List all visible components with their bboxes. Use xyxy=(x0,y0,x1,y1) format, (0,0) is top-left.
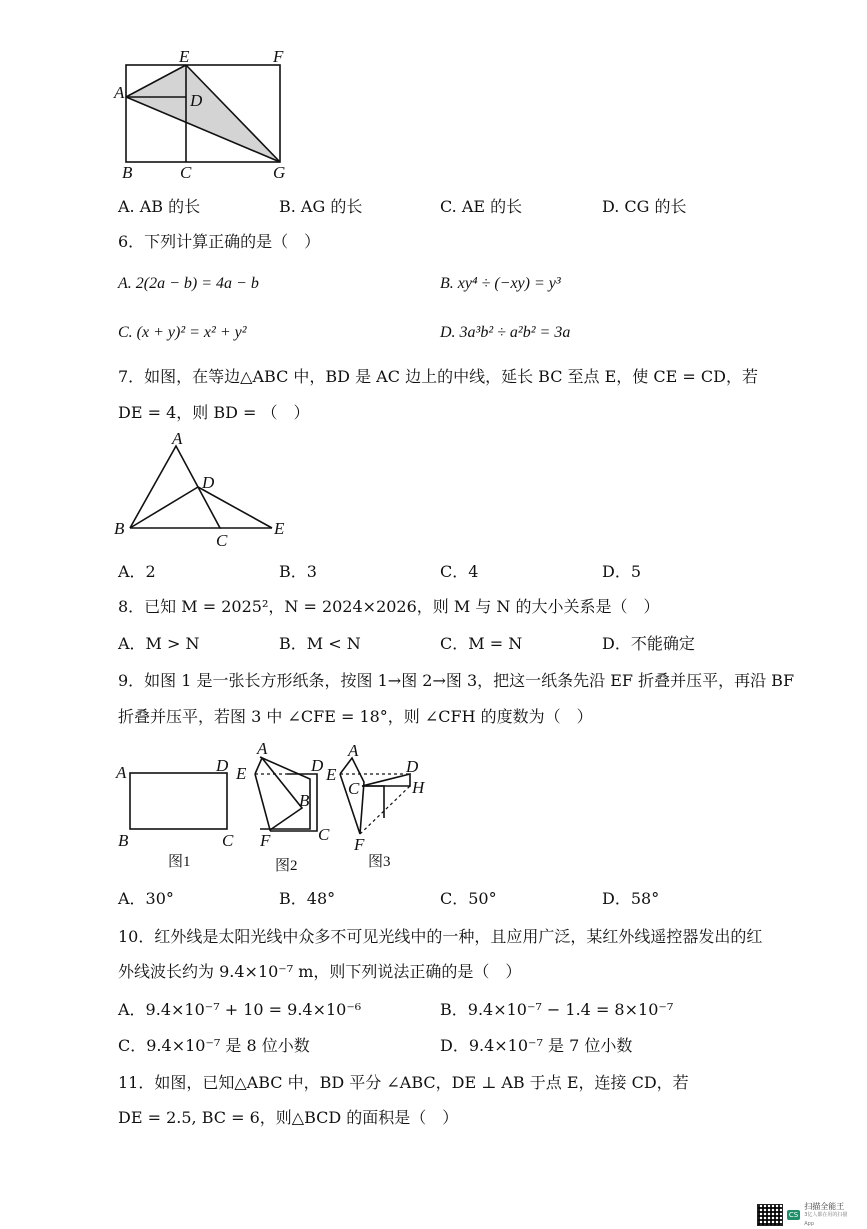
fig9-2-label-a: A xyxy=(257,739,268,758)
q10-stem-line1: 10．红外线是太阳光线中众多不可见光线中的一种，且应用广泛，某红外线遥控器发出的红 xyxy=(118,927,763,946)
q5-figure xyxy=(110,40,310,185)
fig5-label-d: D xyxy=(190,91,203,110)
fig9-2-label-c: C xyxy=(318,825,330,844)
fig5-label-g: G xyxy=(273,163,286,182)
fig9-3-label-a: A xyxy=(348,741,359,760)
fig9-3-label-d: D xyxy=(406,757,419,776)
q7-stem-line2: DE = 4，则 BD = （ ） xyxy=(118,403,310,422)
q5-option-d[interactable]: D. CG 的长 xyxy=(602,197,687,216)
q10-option-b[interactable]: B．9.4×10⁻⁷ − 1.4 = 8×10⁻⁷ xyxy=(440,1000,674,1019)
fig9-1-caption: 图1 xyxy=(168,854,191,870)
fig7-label-a: A xyxy=(172,430,183,448)
q8-option-c[interactable]: C．M = N xyxy=(440,634,523,653)
q9-option-c[interactable]: C．50° xyxy=(440,889,497,908)
fig9-3-label-h: H xyxy=(412,778,425,797)
q6-option-b[interactable]: B. xy⁴ ÷ (−xy) = y³ xyxy=(440,275,561,292)
q5-option-b[interactable]: B. AG 的长 xyxy=(279,197,363,216)
q11-stem-line2: DE = 2.5, BC = 6，则△BCD 的面积是（ ） xyxy=(118,1108,459,1127)
fig7-label-d: D xyxy=(202,473,215,492)
fig9-3-label-e: E xyxy=(326,765,337,784)
q7-figure xyxy=(110,430,310,555)
fig9-2-caption: 图2 xyxy=(275,858,298,874)
q8-option-d[interactable]: D．不能确定 xyxy=(602,634,695,653)
q7-stem-line1: 7．如图，在等边△ABC 中，BD 是 AC 边上的中线，延长 BC 至点 E，使 CE = CD，若 xyxy=(118,367,758,386)
fig9-1-label-d: D xyxy=(216,756,229,775)
q9-figures xyxy=(112,738,442,878)
watermark-app-name: 扫描全能王 xyxy=(804,1201,845,1211)
fig5-label-e: E xyxy=(179,47,190,66)
fig9-3-label-f: F xyxy=(354,835,365,854)
q5-option-c[interactable]: C. AE 的长 xyxy=(440,197,523,216)
q9-stem-line2: 折叠并压平，若图 3 中 ∠CFE = 18°，则 ∠CFH 的度数为（ ） xyxy=(118,707,593,726)
fig9-2-label-b: B xyxy=(299,791,310,810)
fig9-1-label-c: C xyxy=(222,831,234,850)
q6-option-c[interactable]: C. (x + y)² = x² + y² xyxy=(118,324,247,341)
q10-stem-line2: 外线波长约为 9.4×10⁻⁷ m，则下列说法正确的是（ ） xyxy=(118,962,522,981)
q7-option-d[interactable]: D．5 xyxy=(602,562,642,581)
fig5-label-f: F xyxy=(273,47,284,66)
watermark-tagline: 3亿人都在用的扫描App xyxy=(804,1211,848,1227)
fig9-3-caption: 图3 xyxy=(368,854,391,870)
q8-option-a[interactable]: A．M > N xyxy=(118,634,200,653)
q5-option-a[interactable]: A. AB 的长 xyxy=(118,197,201,216)
q9-option-d[interactable]: D．58° xyxy=(602,889,660,908)
q11-stem-line1: 11．如图，已知△ABC 中，BD 平分 ∠ABC，DE ⊥ AB 于点 E，连接 CD，若 xyxy=(118,1073,689,1092)
q10-option-d[interactable]: D．9.4×10⁻⁷ 是 7 位小数 xyxy=(440,1036,633,1055)
fig7-label-c: C xyxy=(216,531,228,550)
fig9-1-label-b: B xyxy=(118,831,129,850)
fig7-label-e: E xyxy=(274,519,285,538)
qr-code-icon xyxy=(757,1204,783,1226)
fig9-3-label-c: C xyxy=(348,779,360,798)
q7-option-b[interactable]: B．3 xyxy=(279,562,317,581)
fig5-label-c: C xyxy=(180,163,192,182)
q6-option-a[interactable]: A. 2(2a − b) = 4a − b xyxy=(118,275,259,292)
q7-option-c[interactable]: C．4 xyxy=(440,562,479,581)
fig9-1-label-a: A xyxy=(116,763,127,782)
q9-option-a[interactable]: A．30° xyxy=(118,889,174,908)
q8-stem: 8．已知 M = 2025²，N = 2024×2026，则 M 与 N 的大小关系是（ ） xyxy=(118,597,660,616)
q6-option-d[interactable]: D. 3a³b² ÷ a²b² = 3a xyxy=(440,324,571,341)
q9-stem-line1: 9．如图 1 是一张长方形纸条，按图 1→图 2→图 3，把这一纸条先沿 EF 折叠并压平，再沿 BF xyxy=(118,671,795,690)
q6-stem: 6．下列计算正确的是（ ） xyxy=(118,232,321,251)
q9-option-b[interactable]: B．48° xyxy=(279,889,336,908)
q10-option-a[interactable]: A．9.4×10⁻⁷ + 10 = 9.4×10⁻⁶ xyxy=(118,1000,362,1019)
fig9-2-label-f: F xyxy=(260,831,271,850)
q7-option-a[interactable]: A．2 xyxy=(118,562,156,581)
scanner-watermark xyxy=(757,1201,857,1227)
fig5-label-b: B xyxy=(122,163,133,182)
fig7-label-b: B xyxy=(114,519,125,538)
fig9-2-label-e: E xyxy=(236,764,247,783)
cs-logo: CS xyxy=(788,1211,799,1219)
fig5-label-a: A xyxy=(114,83,125,102)
q10-option-c[interactable]: C．9.4×10⁻⁷ 是 8 位小数 xyxy=(118,1036,310,1055)
q8-option-b[interactable]: B．M < N xyxy=(279,634,361,653)
fig9-2-label-d: D xyxy=(311,756,324,775)
